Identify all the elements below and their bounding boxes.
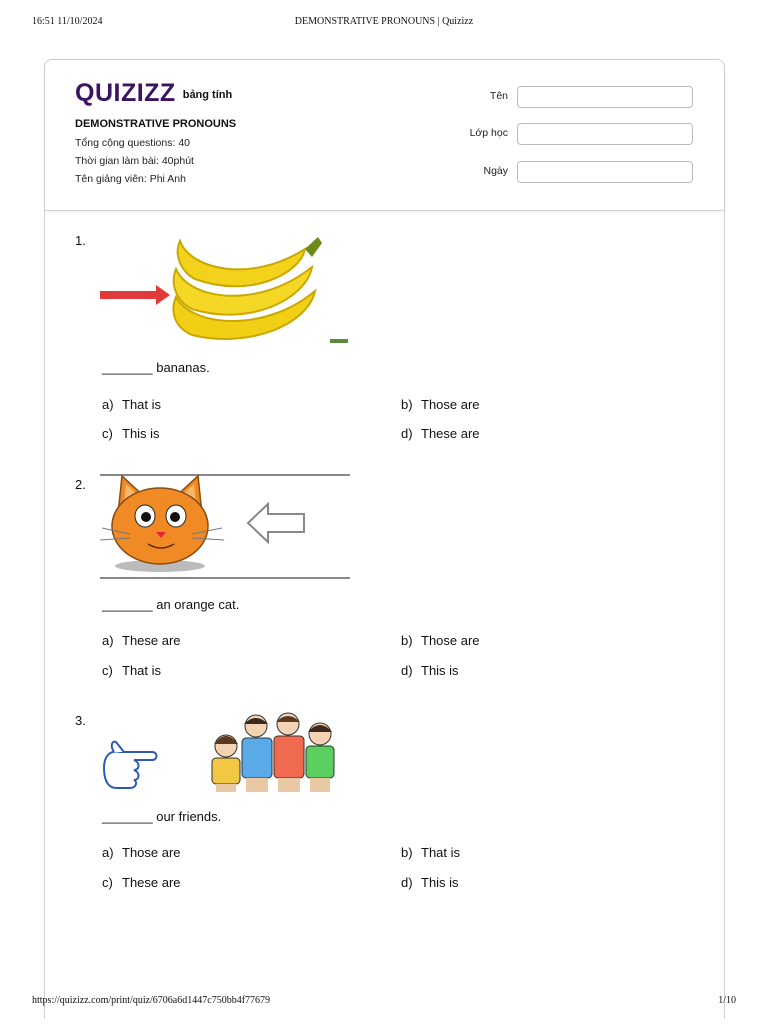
quiz-title: DEMONSTRATIVE PRONOUNS [75,118,237,130]
print-header [32,16,736,30]
option-d[interactable] [401,663,459,678]
option-text: This is [122,426,160,441]
print-url: https://quizizz.com/print/quiz/6706a6d1447c750bb4f77679 [32,995,271,1006]
option-a[interactable] [102,633,181,648]
option-text: That is [421,845,461,860]
worksheet-header [45,60,724,211]
option-b[interactable] [401,397,480,412]
option-text: This is [421,875,459,890]
arrow-head [156,285,170,305]
print-page-number: 1/10 [718,995,736,1006]
class-field[interactable] [517,123,693,145]
option-letter: c) [102,426,113,441]
option-text: Those are [421,397,480,412]
cat-icon [100,476,224,572]
question-text: _______ our friends. [102,809,222,824]
question-number: 1. [75,233,86,248]
option-b[interactable] [401,845,460,860]
total-questions: Tổng cộng questions: 40 [75,137,190,149]
class-label: Lớp học [469,127,508,139]
question-text: _______ bananas. [102,360,210,375]
option-letter: d) [401,663,413,678]
option-letter: c) [102,875,113,890]
logo-subtitle: bảng tính [182,89,233,101]
arrow-shaft [100,291,158,299]
friends-group-icon [212,713,334,792]
date-field[interactable] [517,161,693,183]
pointing-hand-icon [104,742,157,788]
question-number: 2. [75,477,86,492]
option-letter: c) [102,663,113,678]
teacher-name: Tên giảng viên: Phi Anh [75,173,186,185]
arrow-left-icon [248,504,304,542]
hand-pointing-friends-image [100,710,350,794]
option-c[interactable] [102,875,181,890]
option-letter: b) [401,397,413,412]
option-letter: a) [102,397,114,412]
print-page-title: DEMONSTRATIVE PRONOUNS | Quizizz [294,16,474,27]
question-text: _______ an orange cat. [102,597,240,612]
option-letter: b) [401,845,413,860]
date-label: Ngày [483,165,508,177]
option-letter: d) [401,875,413,890]
question-number: 3. [75,713,86,728]
quizizz-logo [75,80,232,106]
orange-cat-arrow-image [100,474,350,580]
banana-icon [173,237,348,343]
option-text: These are [122,633,181,648]
option-c[interactable] [102,663,161,678]
logo-wordmark: QUIZIZZ [75,79,176,107]
option-letter: a) [102,845,114,860]
print-footer [32,995,736,1009]
name-label: Tên [489,90,508,102]
option-d[interactable] [401,426,480,441]
option-d[interactable] [401,875,459,890]
option-text: Those are [421,633,480,648]
option-letter: a) [102,633,114,648]
bananas-arrow-image [100,229,350,345]
print-datetime: 16:51 11/10/2024 [32,16,103,27]
option-letter: b) [401,633,413,648]
option-text: Those are [122,845,181,860]
time-limit: Thời gian làm bài: 40phút [75,155,194,167]
option-c[interactable] [102,426,160,441]
option-text: This is [421,663,459,678]
option-a[interactable] [102,845,181,860]
option-text: These are [122,875,181,890]
option-text: That is [122,663,162,678]
name-field[interactable] [517,86,693,108]
option-text: That is [122,397,162,412]
option-a[interactable] [102,397,161,412]
option-b[interactable] [401,633,480,648]
option-letter: d) [401,426,413,441]
option-text: These are [421,426,480,441]
